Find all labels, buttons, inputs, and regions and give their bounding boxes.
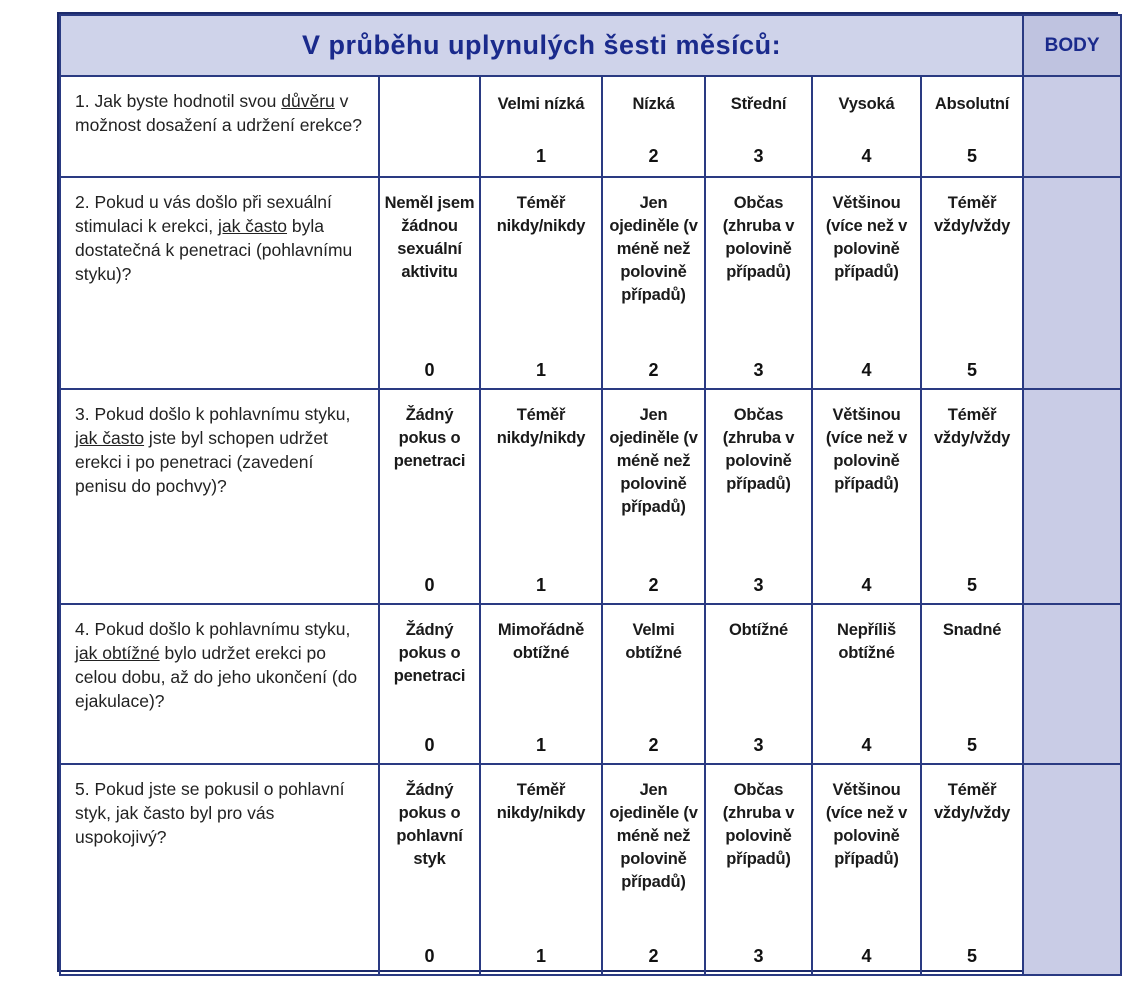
answer-label: Absolutní [934, 95, 1010, 113]
score-field[interactable] [1023, 604, 1121, 764]
answer-score: 2 [648, 575, 659, 595]
answer-score: 1 [535, 575, 546, 595]
answer-label: Neměl jsem žádnou sexuální aktivitu [384, 194, 475, 281]
table-title: V průběhu uplynulých šesti měsíců: [60, 15, 1023, 76]
answer-option[interactable] [812, 604, 921, 764]
answer-score: 4 [861, 360, 872, 380]
answer-label: Většinou (více než v polovině případů) [825, 406, 908, 493]
question-text: Pokud došlo k pohlavnímu styku, [94, 404, 351, 424]
question-row-1 [60, 76, 1121, 177]
answer-label: Střední [730, 95, 787, 113]
answer-score: 5 [967, 575, 978, 595]
question-cell [60, 177, 379, 389]
answer-score: 0 [424, 735, 435, 755]
answer-score: 5 [967, 735, 978, 755]
question-emphasis: jak často [75, 428, 145, 448]
score-field[interactable] [1023, 76, 1121, 177]
answer-score: 4 [861, 575, 872, 595]
answer-label: Většinou (více než v polovině případů) [825, 194, 908, 281]
answer-score: 0 [424, 946, 435, 966]
answer-option[interactable] [602, 764, 705, 975]
question-text: Jak byste hodnotil svou [94, 91, 282, 111]
answer-score: 3 [753, 146, 764, 166]
question-row-3 [60, 389, 1121, 604]
question-text-tail: v možnost dosažení a udržení erekce? [75, 91, 362, 135]
answer-score: 5 [967, 146, 978, 166]
question-text: Pokud došlo k pohlavnímu styku, [94, 619, 351, 639]
questionnaire-table [59, 14, 1122, 976]
answer-option[interactable] [602, 604, 705, 764]
question-cell [60, 76, 379, 177]
answer-score: 3 [753, 575, 764, 595]
answer-score: 2 [648, 146, 659, 166]
question-row-5 [60, 764, 1121, 975]
answer-label: Jen ojediněle (v méně než polovině případů) [609, 194, 698, 304]
answer-score: 1 [535, 946, 546, 966]
answer-label: Většinou (více než v polovině případů) [825, 781, 908, 868]
answer-option[interactable] [480, 76, 602, 177]
answer-option[interactable] [480, 177, 602, 389]
answer-option[interactable] [812, 389, 921, 604]
answer-option[interactable] [705, 389, 812, 604]
answer-label: Téměř vždy/vždy [933, 781, 1011, 822]
answer-score: 1 [535, 735, 546, 755]
answer-option[interactable] [379, 604, 480, 764]
answer-score: 0 [424, 575, 435, 595]
answer-label: Občas (zhruba v polovině případů) [722, 194, 795, 281]
questionnaire-sheet [57, 12, 1118, 972]
answer-label: Jen ojediněle (v méně než polovině případů) [609, 406, 698, 516]
answer-score: 4 [861, 946, 872, 966]
answer-label: Velmi nízká [497, 95, 585, 113]
answer-label: Jen ojediněle (v méně než polovině případů) [609, 781, 698, 891]
answer-score: 2 [648, 735, 659, 755]
header-row [60, 15, 1121, 76]
question-number: 4. [75, 619, 90, 639]
answer-label: Téměř nikdy/nikdy [496, 781, 586, 822]
answer-option[interactable] [921, 177, 1023, 389]
answer-label: Žádný pokus o penetraci [393, 621, 466, 685]
answer-label: Žádný pokus o pohlavní styk [396, 781, 463, 868]
question-cell [60, 604, 379, 764]
answer-option[interactable] [705, 604, 812, 764]
answer-option[interactable] [480, 764, 602, 975]
answer-option[interactable] [812, 177, 921, 389]
answer-option[interactable] [602, 389, 705, 604]
answer-label: Vysoká [838, 95, 895, 113]
question-emphasis: jak obtížné [75, 643, 160, 663]
question-emphasis: jak často [217, 216, 288, 236]
question-text-tail: jste byl schopen udržet erekci i po penetraci (zavedení penisu do pochvy)? [75, 428, 328, 496]
answer-score: 1 [535, 360, 546, 380]
answer-option[interactable] [480, 604, 602, 764]
answer-option[interactable] [379, 177, 480, 389]
question-text-tail: byla dostatečná k penetraci (pohlavnímu styku)? [75, 216, 353, 284]
answer-score: 4 [861, 146, 872, 166]
answer-score: 2 [648, 360, 659, 380]
answer-label: Snadné [942, 621, 1002, 639]
answer-option[interactable] [705, 764, 812, 975]
answer-option[interactable] [480, 389, 602, 604]
score-field[interactable] [1023, 389, 1121, 604]
question-emphasis: důvěru [281, 91, 335, 111]
answer-option[interactable] [921, 76, 1023, 177]
question-number: 1. [75, 91, 90, 111]
answer-label: Nepříliš obtížné [837, 621, 896, 662]
answer-label: Téměř vždy/vždy [933, 406, 1011, 447]
answer-label: Obtížné [728, 621, 789, 639]
answer-option[interactable] [379, 764, 480, 975]
answer-score: 0 [424, 360, 435, 380]
question-number: 2. [75, 192, 90, 212]
answer-label: Téměř nikdy/nikdy [496, 406, 586, 447]
question-number: 5. [75, 779, 90, 799]
answer-option[interactable] [921, 764, 1023, 975]
answer-score: 1 [535, 146, 546, 166]
question-text-tail: bylo udržet erekci po celou dobu, až do jeho ukončení (do ejakulace)? [75, 643, 358, 711]
score-field[interactable] [1023, 177, 1121, 389]
answer-score: 5 [967, 360, 978, 380]
answer-option[interactable] [705, 177, 812, 389]
answer-option[interactable] [921, 604, 1023, 764]
question-row-4 [60, 604, 1121, 764]
answer-score: 3 [753, 946, 764, 966]
answer-label: Občas (zhruba v polovině případů) [722, 406, 795, 493]
question-text: Pokud jste se pokusil o pohlavní styk, jak často byl pro vás uspokojivý? [75, 779, 345, 847]
answer-option[interactable] [812, 76, 921, 177]
answer-option[interactable] [812, 764, 921, 975]
answer-label: Nízká [632, 95, 675, 113]
question-row-2 [60, 177, 1121, 389]
body-column-header: BODY [1023, 15, 1121, 76]
score-field[interactable] [1023, 764, 1121, 975]
answer-label: Téměř vždy/vždy [933, 194, 1011, 235]
answer-label: Žádný pokus o penetraci [393, 406, 466, 470]
answer-label: Občas (zhruba v polovině případů) [722, 781, 795, 868]
answer-option[interactable] [602, 177, 705, 389]
answer-label: Téměř nikdy/nikdy [496, 194, 586, 235]
answer-option[interactable] [705, 76, 812, 177]
answer-score: 4 [861, 735, 872, 755]
answer-score: 3 [753, 360, 764, 380]
answer-label: Velmi obtížné [625, 621, 682, 662]
answer-option[interactable] [379, 76, 480, 177]
answer-score: 5 [967, 946, 978, 966]
question-cell [60, 389, 379, 604]
question-text: Pokud u vás došlo při sexuální stimulaci k erekci, [75, 192, 332, 236]
answer-option[interactable] [602, 76, 705, 177]
answer-score: 2 [648, 946, 659, 966]
answer-score: 3 [753, 735, 764, 755]
question-cell [60, 764, 379, 975]
answer-label: Mimořádně obtížné [497, 621, 585, 662]
answer-option[interactable] [379, 389, 480, 604]
question-number: 3. [75, 404, 90, 424]
answer-option[interactable] [921, 389, 1023, 604]
